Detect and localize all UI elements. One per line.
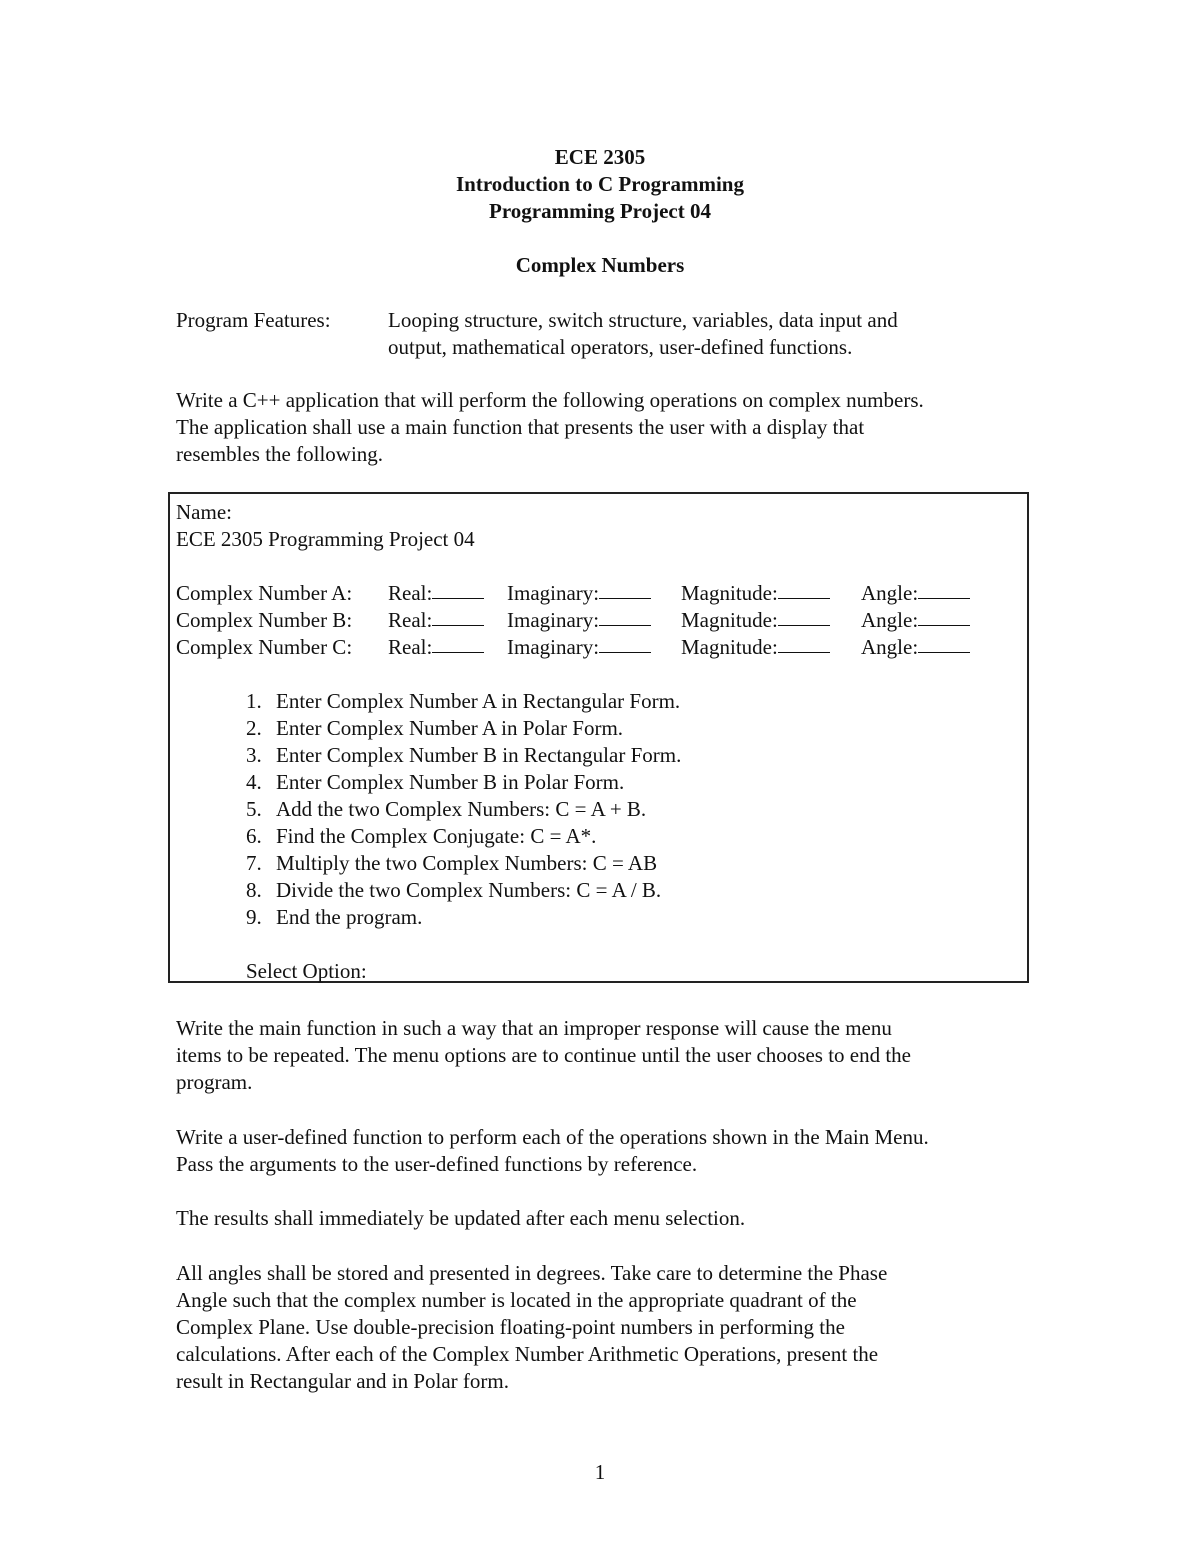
features-line-2: output, mathematical operators, user-defined functions. — [388, 335, 853, 359]
menu-item: 5. Add the two Complex Numbers: C = A + B. — [246, 797, 647, 821]
menu-item: 9. End the program. — [246, 905, 423, 929]
menu-item: 4. Enter Complex Number B in Polar Form. — [246, 770, 625, 794]
topic-title: Complex Numbers — [515, 253, 685, 277]
results-line: The results shall immediately be updated after each menu selection. — [176, 1206, 746, 1230]
angle-blank — [918, 580, 970, 599]
course-code: ECE 2305 — [554, 145, 646, 169]
magnitude-blank — [778, 580, 830, 599]
real-label: Real: — [388, 635, 433, 659]
angles-line-2: Angle such that the complex number is located in the appropriate quadrant of the — [176, 1288, 857, 1312]
magnitude-label: Magnitude: — [681, 581, 778, 605]
page-number: 1 — [594, 1460, 606, 1484]
course-title: Introduction to C Programming — [456, 172, 744, 196]
menu-item: 1. Enter Complex Number A in Rectangular Form. — [246, 689, 681, 713]
features-label: Program Features: — [176, 308, 331, 332]
features-line-1: Looping structure, switch structure, variables, data input and — [388, 308, 898, 332]
complex-row-label: Complex Number A: — [176, 581, 353, 605]
imaginary-blank — [599, 580, 651, 599]
project-title: Programming Project 04 — [489, 199, 711, 223]
angle-blank — [918, 607, 970, 626]
imaginary-label: Imaginary: — [507, 581, 600, 605]
intro-line-1: Write a C++ application that will perform the following operations on complex numbers. — [176, 388, 924, 412]
real-label: Real: — [388, 608, 433, 632]
angles-line-5: result in Rectangular and in Polar form. — [176, 1369, 509, 1393]
functions-line-2: Pass the arguments to the user-defined functions by reference. — [176, 1152, 698, 1176]
select-option-prompt: Select Option: — [246, 959, 367, 983]
angle-label: Angle: — [861, 608, 919, 632]
menu-item: 3. Enter Complex Number B in Rectangular Form. — [246, 743, 682, 767]
angle-label: Angle: — [861, 635, 919, 659]
angle-label: Angle: — [861, 581, 919, 605]
display-project-line: ECE 2305 Programming Project 04 — [176, 527, 475, 551]
angles-line-1: All angles shall be stored and presented in degrees. Take care to determine the Phase — [176, 1261, 888, 1285]
real-label: Real: — [388, 581, 433, 605]
repeat-line-1: Write the main function in such a way that an improper response will cause the menu — [176, 1016, 892, 1040]
angles-line-4: calculations. After each of the Complex Number Arithmetic Operations, present the — [176, 1342, 879, 1366]
menu-item: 2. Enter Complex Number A in Polar Form. — [246, 716, 624, 740]
angles-line-3: Complex Plane. Use double-precision floating-point numbers in performing the — [176, 1315, 845, 1339]
imaginary-blank — [599, 634, 651, 653]
repeat-line-3: program. — [176, 1070, 253, 1094]
angle-blank — [918, 634, 970, 653]
menu-item: 7. Multiply the two Complex Numbers: C = AB — [246, 851, 658, 875]
magnitude-label: Magnitude: — [681, 635, 778, 659]
intro-line-3: resembles the following. — [176, 442, 384, 466]
menu-item: 8. Divide the two Complex Numbers: C = A / B. — [246, 878, 662, 902]
real-blank — [432, 580, 484, 599]
real-blank — [432, 634, 484, 653]
imaginary-blank — [599, 607, 651, 626]
complex-row-label: Complex Number C: — [176, 635, 353, 659]
intro-line-2: The application shall use a main function that presents the user with a display that — [176, 415, 865, 439]
magnitude-blank — [778, 634, 830, 653]
menu-item: 6. Find the Complex Conjugate: C = A*. — [246, 824, 597, 848]
imaginary-label: Imaginary: — [507, 635, 600, 659]
repeat-line-2: items to be repeated. The menu options are to continue until the user chooses to end the — [176, 1043, 911, 1067]
functions-line-1: Write a user-defined function to perform each of the operations shown in the Main Menu. — [176, 1125, 929, 1149]
display-name-label: Name: — [176, 500, 232, 524]
magnitude-label: Magnitude: — [681, 608, 778, 632]
imaginary-label: Imaginary: — [507, 608, 600, 632]
real-blank — [432, 607, 484, 626]
magnitude-blank — [778, 607, 830, 626]
complex-row-label: Complex Number B: — [176, 608, 353, 632]
